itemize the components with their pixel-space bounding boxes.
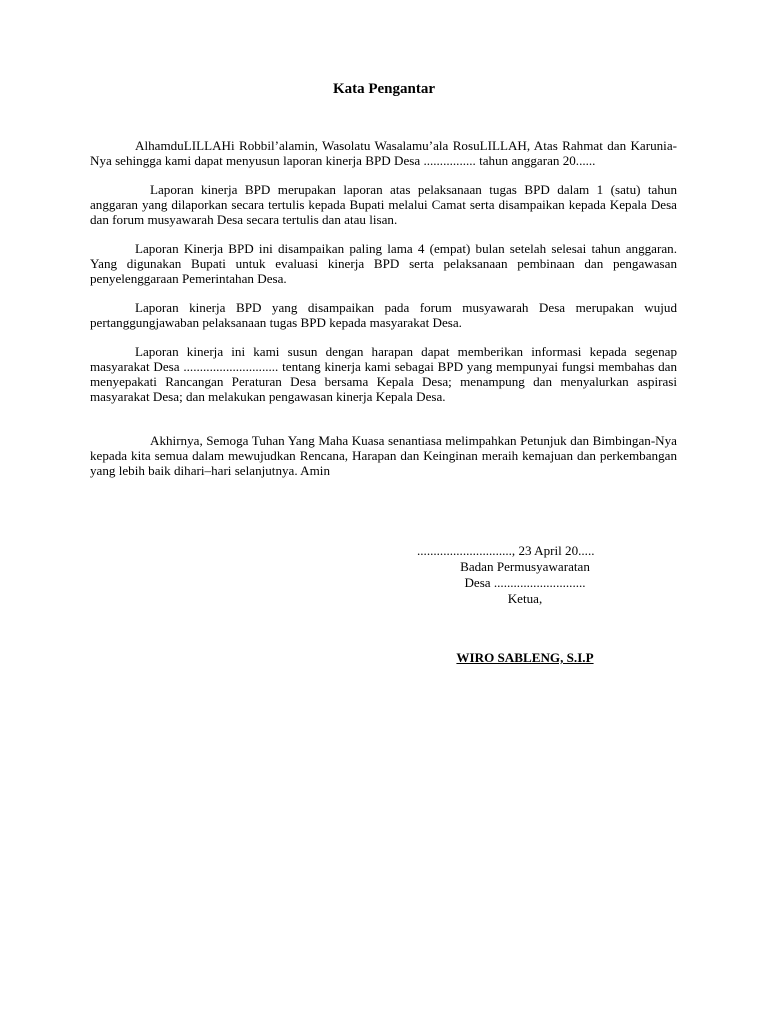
paragraph-opening: AlhamduLILLAHi Robbil’alamin, Wasolatu Wasalamu’ala RosuLILLAH, Atas Rahmat dan Karunia-Nya sehingga kami dapat menyusun laporan kinerja BPD Desa ................ tahun anggaran 20...... xyxy=(90,138,677,168)
paragraph-purpose: Laporan kinerja ini kami susun dengan harapan dapat memberikan informasi kepada segenap masyarakat Desa ............................. tentang kinerja kami sebagai BPD yang mempunyai fungsi membahas dan menyepakati Rancangan Peraturan Desa bersama Kepala Desa; menampung dan menyalurkan aspirasi masyarakat Desa; dan melakukan pengawasan kinerja Kepala Desa. xyxy=(90,344,677,404)
signature-date: ............................., 23 April 20..... xyxy=(417,543,595,558)
signature-org-line-1: Badan Permusyawaratan xyxy=(460,559,590,574)
paragraph-closing: Akhirnya, Semoga Tuhan Yang Maha Kuasa senantiasa melimpahkan Petunjuk dan Bimbingan-Nya kepada kita semua dalam mewujudkan Rencana, Harapan dan Keinginan meraih kemajuan dan perkembangan yang lebih baik dihari–hari selanjutnya. Amin xyxy=(90,433,677,478)
signature-org-line-2: Desa ............................ xyxy=(464,575,586,590)
signature-role: Ketua, xyxy=(507,591,543,606)
paragraph-accountability: Laporan kinerja BPD yang disampaikan pada forum musyawarah Desa merupakan wujud pertanggungjawaban pelaksanaan tugas BPD kepada masyarakat Desa. xyxy=(90,300,677,330)
document-body xyxy=(90,138,677,478)
paragraph-report-definition: Laporan kinerja BPD merupakan laporan atas pelaksanaan tugas BPD dalam 1 (satu) tahun anggaran yang dilaporkan secara tertulis kepada Bupati melalui Camat serta disampaikan kepada Kepala Desa dan forum musyawarah Desa secara tertulis dan atau lisan. xyxy=(90,182,677,227)
signer-name: WIRO SABLENG, S.I.P xyxy=(456,650,594,665)
signature-block xyxy=(400,543,650,607)
paragraph-report-deadline: Laporan Kinerja BPD ini disampaikan paling lama 4 (empat) bulan setelah selesai tahun anggaran. Yang digunakan Bupati untuk evaluasi kinerja BPD serta pelaksanaan pembinaan dan pengawasan penyelenggaraan Pemerintahan Desa. xyxy=(90,241,677,286)
document-title: Kata Pengantar xyxy=(332,81,436,97)
